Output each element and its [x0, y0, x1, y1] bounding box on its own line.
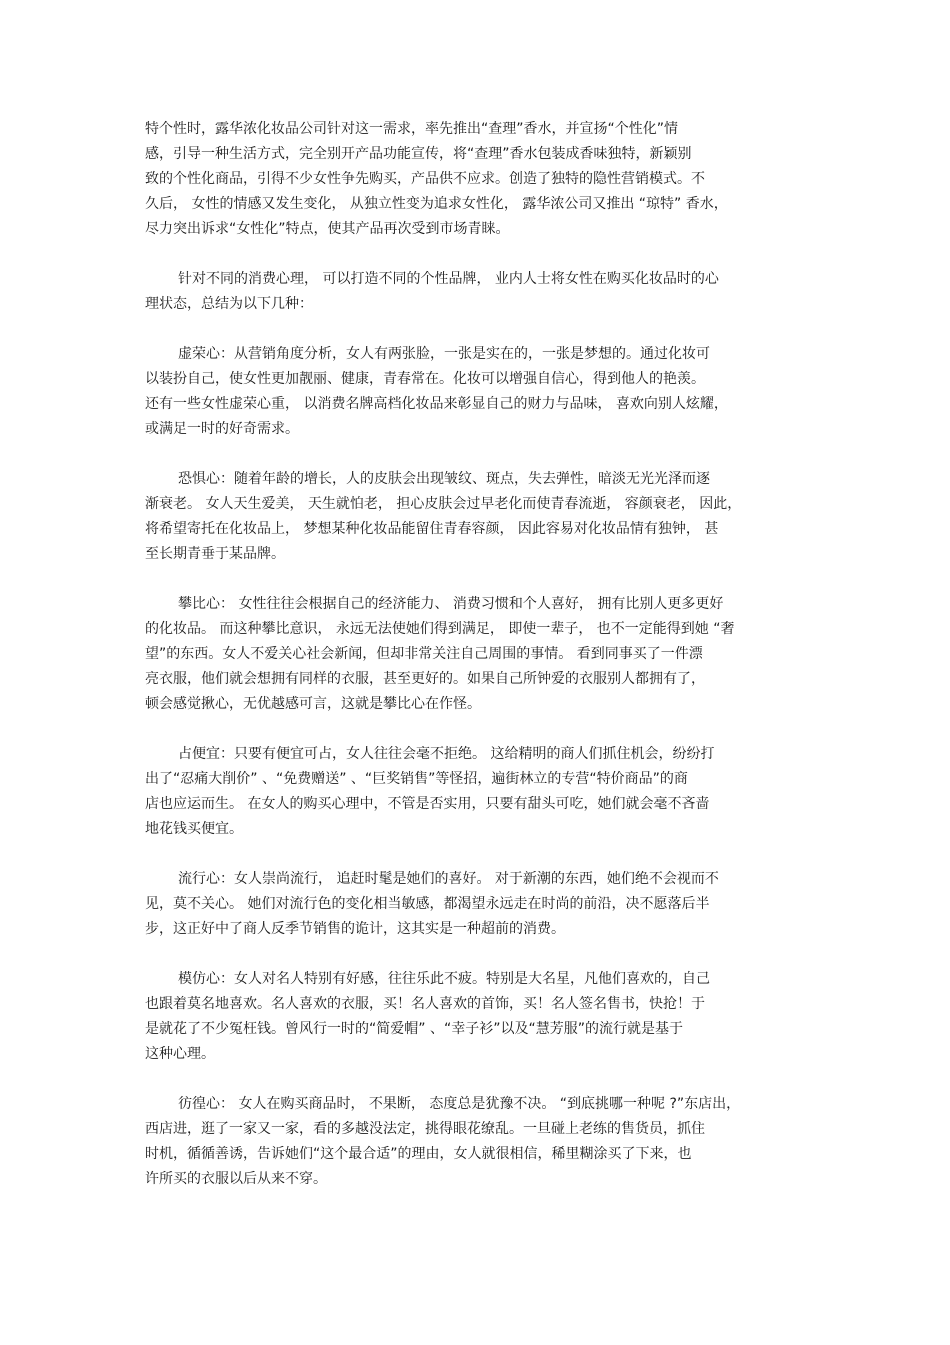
- paragraph-line: 是就花了不少冤枉钱。曾风行一时的“简爱帽” 、“幸子衫”以及“慧芳服”的流行就是基于: [145, 1021, 683, 1037]
- paragraph-line: 以装扮自己，使女性更加靓丽、健康，青春常在。化妆可以增强自信心，得到他人的艳羡。: [145, 371, 705, 387]
- paragraph-line: 顿会感觉揪心，无优越感可言，这就是攀比心在作怪。: [145, 696, 481, 712]
- paragraph-line: 针对不同的消费心理， 可以打造不同的个性品牌， 业内人士将女性在购买化妆品时的心: [178, 271, 719, 287]
- paragraph-line: 特个性时，露华浓化妆品公司针对这一需求，率先推出“查理”香水，并宣扬“个性化”情: [145, 121, 679, 137]
- paragraph-line: 将希望寄托在化妆品上， 梦想某种化妆品能留住青春容颜， 因此容易对化妆品情有独钟， 甚: [145, 521, 719, 537]
- paragraph-line: 步，这正好中了商人反季节销售的诡计，这其实是一种超前的消费。: [145, 921, 565, 937]
- paragraph-line: 至长期青垂于某品牌。: [145, 546, 285, 562]
- paragraph-line: 流行心：女人崇尚流行， 追赶时髦是她们的喜好。 对于新潮的东西，她们绝不会视而不: [178, 871, 719, 887]
- paragraph-line: 感，引导一种生活方式，完全别开产品功能宣传，将“查理”香水包装成香味独特，新颖别: [145, 146, 692, 162]
- paragraph-line: 理状态，总结为以下几种：: [145, 296, 313, 312]
- paragraph-line: 致的个性化商品，引得不少女性争先购买，产品供不应求。创造了独特的隐性营销模式。不: [145, 171, 705, 187]
- paragraph-line: 店也应运而生。 在女人的购买心理中，不管是否实用，只要有甜头可吃，她们就会毫不吝啬: [145, 796, 710, 812]
- paragraph-line: 占便宜：只要有便宜可占，女人往往会毫不拒绝。 这给精明的商人们抓住机会，纷纷打: [178, 746, 715, 762]
- paragraph-line: 或满足一时的好奇需求。: [145, 421, 299, 437]
- paragraph-line: 这种心理。: [145, 1046, 215, 1062]
- paragraph-line: 恐惧心：随着年龄的增长，人的皮肤会出现皱纹、斑点，失去弹性，暗淡无光光泽而逐: [178, 471, 710, 487]
- paragraph-line: 时机，循循善诱，告诉她们“这个最合适”的理由，女人就很相信，稀里糊涂买了下来，也: [145, 1146, 692, 1162]
- paragraph-line: 许所买的衣服以后从来不穿。: [145, 1171, 327, 1187]
- paragraph-line: 的化妆品。 而这种攀比意识， 永远无法使她们得到满足， 即使一辈子， 也不一定能得到她 “奢: [145, 621, 735, 637]
- paragraph-line: 渐衰老。 女人天生爱美， 天生就怕老， 担心皮肤会过早老化而使青春流逝， 容颜衰老， 因此，: [145, 496, 742, 512]
- paragraph-line: 彷徨心： 女人在购买商品时， 不果断， 态度总是犹豫不决。 “到底挑哪一种呢 ?”东店出，: [178, 1096, 741, 1112]
- paragraph-line: 出了“忍痛大削价” 、“免费赠送” 、“巨奖销售”等怪招，遍街林立的专营“特价商品”的商: [145, 771, 688, 787]
- paragraph-line: 见，莫不关心。 她们对流行色的变化相当敏感，都渴望永远走在时尚的前沿，决不愿落后半: [145, 896, 710, 912]
- paragraph-line: 模仿心：女人对名人特别有好感，往往乐此不疲。特别是大名星，凡他们喜欢的，自己: [178, 971, 710, 987]
- paragraph-line: 望”的东西。女人不爱关心社会新闻，但却非常关注自己周围的事情。 看到同事买了一件漂: [145, 646, 703, 662]
- paragraph-line: 还有一些女性虚荣心重， 以消费名牌高档化妆品来彰显自己的财力与品味， 喜欢向别人炫耀，: [145, 396, 728, 412]
- paragraph-line: 尽力突出诉求“女性化”特点，使其产品再次受到市场青睐。: [145, 221, 510, 237]
- paragraph-line: 亮衣服，他们就会想拥有同样的衣服，甚至更好的。如果自己所钟爱的衣服别人都拥有了，: [145, 671, 705, 687]
- paragraph-line: 西店进，逛了一家又一家，看的多越没法定，挑得眼花缭乱。一旦碰上老练的售货员，抓住: [145, 1121, 705, 1137]
- paragraph-line: 地花钱买便宜。: [145, 821, 243, 837]
- paragraph-line: 也跟着莫名地喜欢。名人喜欢的衣服，买！名人喜欢的首饰，买！名人签名售书，快抢！于: [145, 996, 705, 1012]
- paragraph-line: 虚荣心：从营销角度分析，女人有两张脸，一张是实在的，一张是梦想的。通过化妆可: [178, 346, 710, 362]
- paragraph-line: 久后， 女性的情感又发生变化， 从独立性变为追求女性化， 露华浓公司又推出 “琼特” 香水，: [145, 196, 728, 212]
- paragraph-line: 攀比心： 女性往往会根据自己的经济能力、 消费习惯和个人喜好， 拥有比别人更多更好: [178, 596, 724, 612]
